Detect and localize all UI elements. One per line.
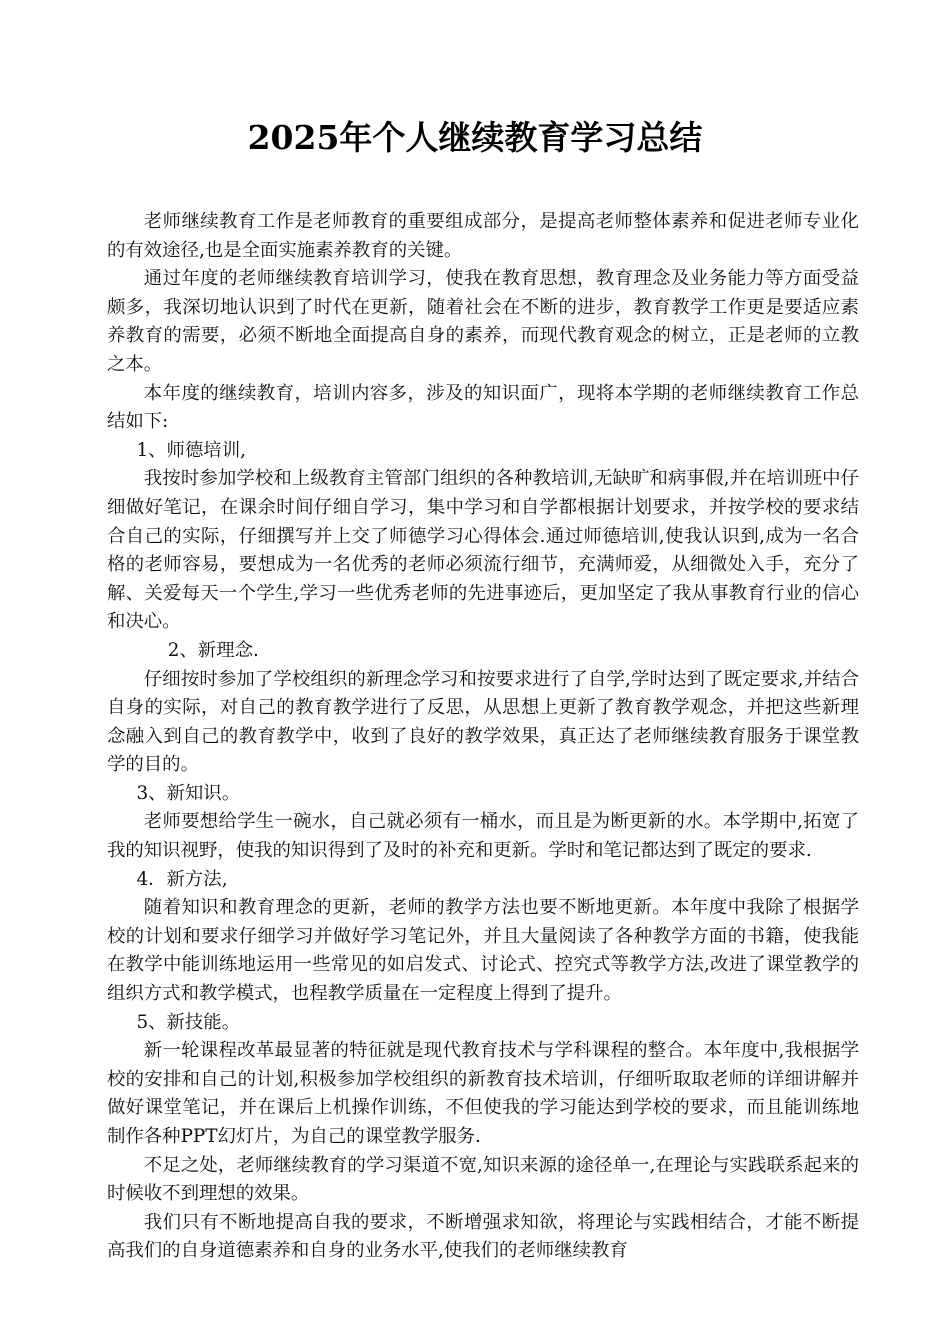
paragraph: 老师要想给学生一碗水，自己就必须有一桶水，而且是为断更新的水。本学期中,拓宽了我的知识视野，使我的知识得到了及时的补充和更新。学时和笔记都达到了既定的要求. bbox=[107, 811, 859, 862]
section-heading: 1、师德培训, bbox=[136, 439, 246, 461]
section-heading: 2、新理念. bbox=[167, 639, 259, 661]
paragraph: 我按时参加学校和上级教育主管部门组织的各种教培训,无缺旷和病事假,并在培训班中仔细做好笔记，在课余时间仔细自学习，集中学习和自学都根据计划要求，并按学校的要求结合自己的实际，仔细撰写并上交了师德学习心得体会.通过师德培训,使我认识到,成为一名合格的老师容易，要想成为一名优秀的老师必须流行细节，充满师爱，从细微处入手，充分了解、关爱每天一个学生,学习一些优秀老师的先进事迹后，更加坚定了我从事教育行业的信心和决心。 bbox=[107, 468, 859, 633]
paragraph: 老师继续教育工作是老师教育的重要组成部分，是提高老师整体素养和促进老师专业化的有效途径,也是全面实施素养教育的关键。 bbox=[107, 211, 859, 261]
paragraph: 我们只有不断地提高自我的要求，不断增强求知欲，将理论与实践相结合，才能不断提高我们的自身道德素养和自身的业务水平,使我们的老师继续教育 bbox=[107, 1211, 859, 1262]
section-heading: 3、新知识。 bbox=[136, 782, 241, 804]
paragraph: 新一轮课程改革最显著的特征就是现代教育技术与学科课程的整合。本年度中,我根据学校的安排和自己的计划,积极参加学校组织的新教育技术培训，仔细听取取老师的详细讲解并做好课堂笔记，并在课后上机操作训练，不但使我的学习能达到学校的要求，而且能训练地制作各种PPT幻灯片，为自己的课堂教学服务. bbox=[107, 1040, 859, 1147]
document-title: 2025年个人继续教育学习总结 bbox=[247, 118, 703, 157]
paragraph: 随着知识和教育理念的更新，老师的教学方法也要不断地更新。本年度中我除了根据学校的计划和要求仔细学习并做好学习笔记外，并且大量阅读了各种教学方面的书籍，使我能在教学中能训练地运用一些常见的如启发式、讨论式、控究式等教学方法,改进了课堂教学的组织方式和教学模式，也程教学质量在一定程度上得到了提升。 bbox=[107, 897, 859, 1005]
section-heading: 5、新技能。 bbox=[136, 1011, 241, 1033]
paragraph: 不足之处，老师继续教育的学习渠道不宽,知识来源的途径单一,在理论与实践联系起来的时候收不到理想的效果。 bbox=[107, 1154, 859, 1205]
document-body bbox=[107, 208, 859, 1266]
paragraph: 通过年度的老师继续教育培训学习，使我在教育思想，教育理念及业务能力等方面受益颇多，我深切地认识到了时代在更新，随着社会在不断的进步，教育教学工作更是要适应素养教育的需要，必须不断地全面提高自身的素养，而现代教育观念的树立，正是老师的立教之本。 bbox=[107, 268, 859, 375]
section-heading: 4．新方法, bbox=[136, 868, 228, 890]
paragraph: 仔细按时参加了学校组织的新理念学习和按要求进行了自学,学时达到了既定要求,并结合自身的实际，对自己的教育教学进行了反思，从思想上更新了教育教学观念，并把这些新理念融入到自己的教育教学中，收到了良好的教学效果，真正达了老师继续教育服务于课堂教学的目的。 bbox=[107, 668, 859, 776]
paragraph: 本年度的继续教育，培训内容多，涉及的知识面广，现将本学期的老师继续教育工作总结如下: bbox=[107, 382, 859, 433]
